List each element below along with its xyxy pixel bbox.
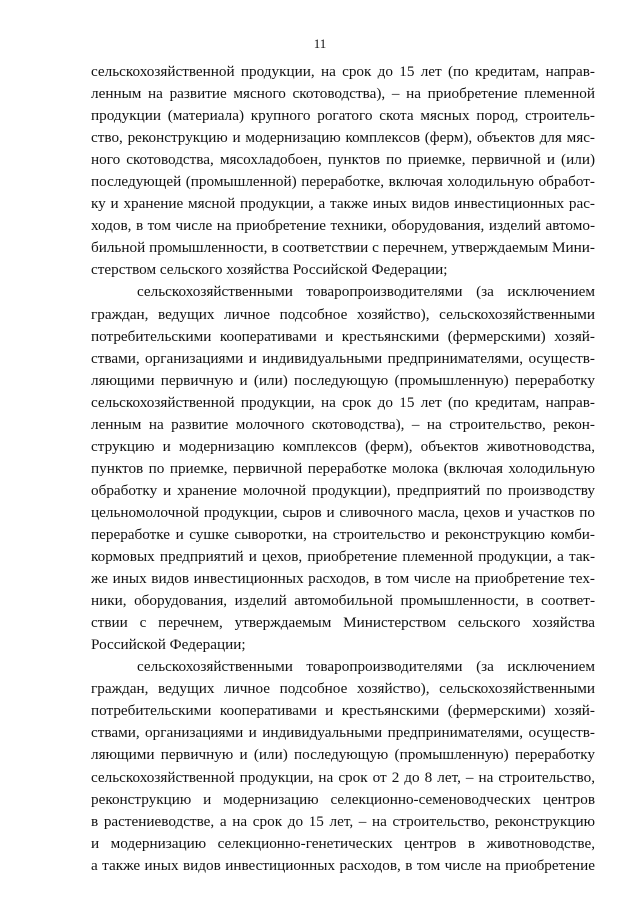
text-line: Российской Федерации;	[91, 636, 246, 654]
text-line: ство, реконструкцию и модернизацию комплексов (ферм), объектов для мяс-	[91, 129, 595, 147]
text-line: пунктов по приемке, первичной переработке молока (включая холодильную	[91, 459, 595, 477]
text-line: стерством сельского хозяйства Российской Федерации;	[91, 261, 448, 279]
text-line: потребительскими кооперативами и крестьянскими (фермерскими) хозяй-	[91, 327, 595, 345]
text-line: ку и хранение мясной продукции, а также иных видов инвестиционных рас-	[91, 195, 595, 213]
text-line: ствами, организациями и индивидуальными предпринимателями, осуществ-	[91, 349, 595, 367]
text-line: граждан, ведущих личное подсобное хозяйство), сельскохозяйственными	[91, 680, 595, 698]
text-line: ники, оборудования, изделий автомобильной промышленности, в соответ-	[91, 592, 595, 610]
text-line: бильной промышленности, в соответствии с перечнем, утверждаемым Мини-	[91, 239, 595, 257]
document-body	[91, 61, 595, 877]
text-line: граждан, ведущих личное подсобное хозяйство), сельскохозяйственными	[91, 305, 595, 323]
text-line: кормовых предприятий и цехов, приобретение племенной продукции, а так-	[91, 548, 595, 566]
text-line: обработку и хранение молочной продукции), предприятий по производству	[91, 481, 595, 499]
text-line: же иных видов инвестиционных расходов, в том числе на приобретение тех-	[91, 570, 595, 588]
text-line: в растениеводстве, а на срок до 15 лет, – на строительство, реконструкцию	[91, 812, 595, 830]
text-line: ляющими первичную и (или) последующую (промышленную) переработку	[91, 746, 595, 764]
page-number: 11	[313, 36, 327, 51]
text-line: струкцию и модернизацию комплексов (ферм), объектов животноводства,	[91, 437, 595, 455]
text-line: сельскохозяйственной продукции, на срок до 15 лет (по кредитам, направ-	[91, 393, 595, 411]
text-line: ного скотоводства, мясохладобоен, пунктов по приемке, первичной и (или)	[91, 151, 595, 169]
text-line: ленным на развитие молочного скотоводства), – на строительство, рекон-	[91, 415, 595, 433]
text-line: ствами, организациями и индивидуальными предпринимателями, осуществ-	[91, 724, 595, 742]
text-line: ствии с перечнем, утверждаемым Министерством сельского хозяйства	[91, 614, 595, 632]
text-line: а также иных видов инвестиционных расходов, в том числе на приобретение	[91, 856, 595, 874]
text-line: продукции (материала) крупного рогатого скота мясных пород, строитель-	[91, 107, 595, 125]
text-line: переработке и сушке сыворотки, на строительство и реконструкцию комби-	[91, 525, 595, 543]
text-line: сельскохозяйственными товаропроизводителями (за исключением	[137, 658, 595, 676]
text-line: и модернизацию селекционно-генетических центров в животноводстве,	[91, 834, 595, 852]
text-line: цельномолочной продукции, сыров и сливочного масла, цехов и участков по	[91, 503, 595, 521]
text-line: ляющими первичную и (или) последующую (промышленную) переработку	[91, 371, 595, 389]
text-line: потребительскими кооперативами и крестьянскими (фермерскими) хозяй-	[91, 702, 595, 720]
text-line: сельскохозяйственной продукции, на срок до 15 лет (по кредитам, направ-	[91, 63, 595, 80]
text-line: реконструкцию и модернизацию селекционно-семеноводческих центров	[91, 790, 595, 808]
text-line: ходов, в том числе на приобретение техники, оборудования, изделий автомо-	[91, 217, 595, 235]
text-line: ленным на развитие мясного скотоводства), – на приобретение племенной	[91, 85, 595, 103]
text-line: сельскохозяйственными товаропроизводителями (за исключением	[137, 283, 595, 301]
text-line: сельскохозяйственной продукции, на срок от 2 до 8 лет, – на строительство,	[91, 768, 595, 786]
text-line: последующей (промышленной) переработке, включая холодильную обработ-	[91, 173, 595, 191]
